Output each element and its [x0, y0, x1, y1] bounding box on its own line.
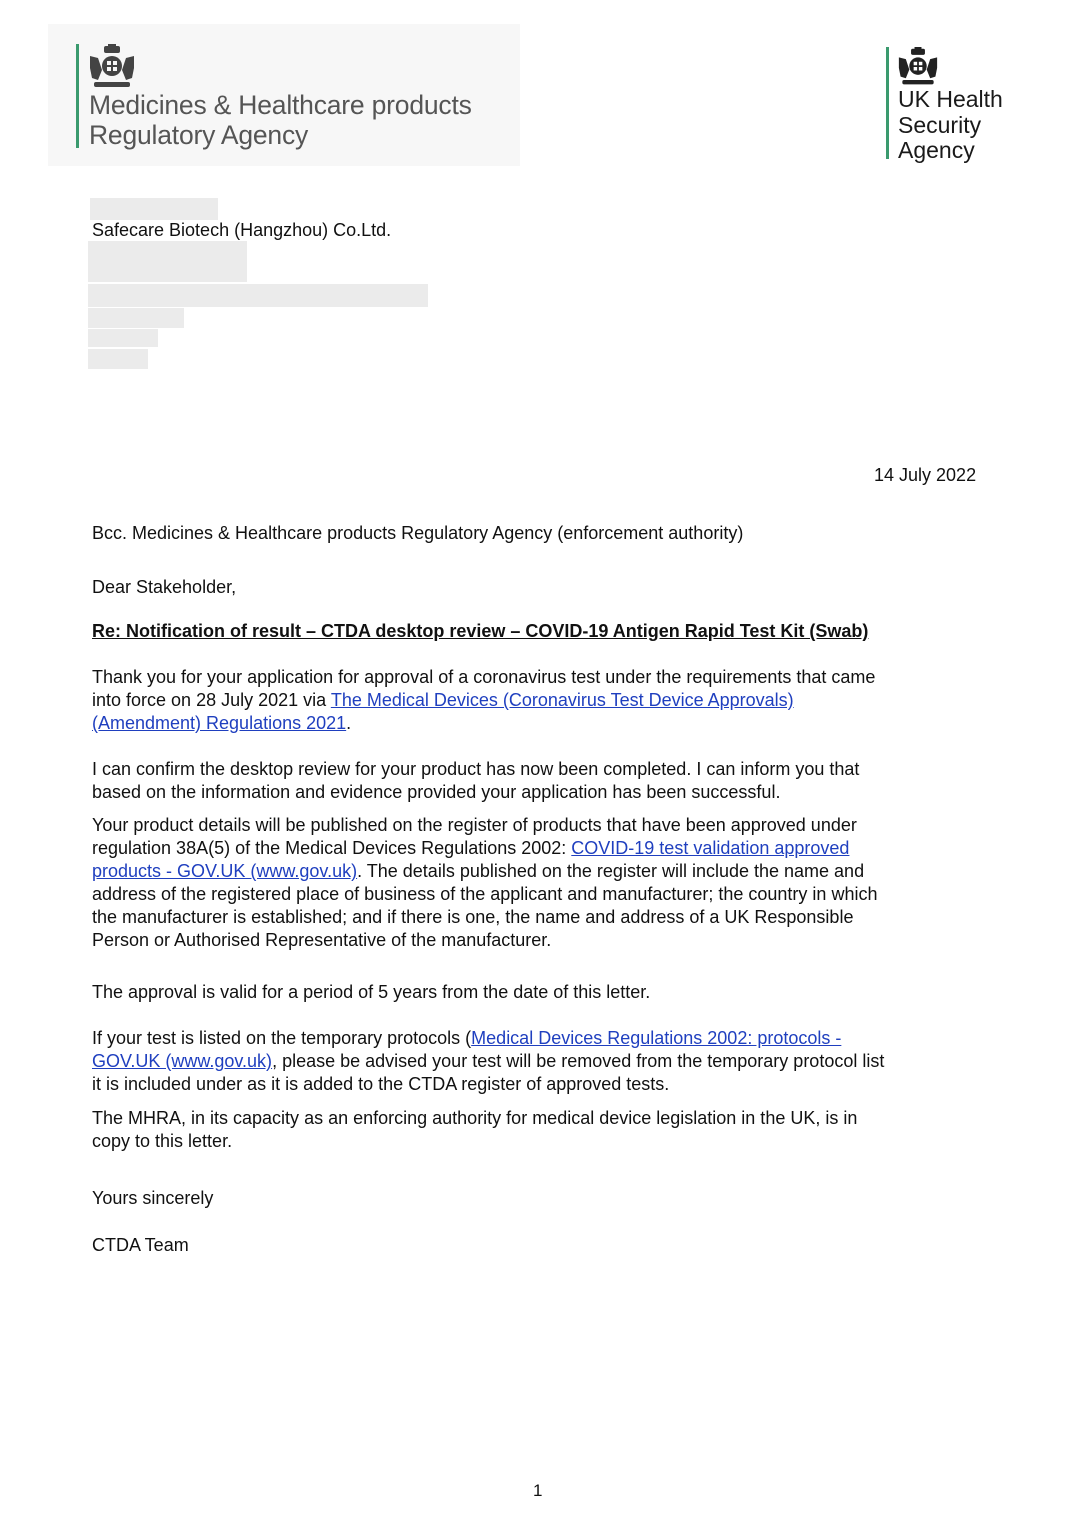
p3-line2	[92, 837, 992, 860]
ukhsa-name-line3: Agency	[898, 137, 975, 163]
p3-line5: the manufacturer is established; and if there is one, the name and address of a UK Responsible	[92, 907, 854, 927]
mhra-logo-bar	[76, 44, 79, 148]
p6-line1: The MHRA, in its capacity as an enforcing authority for medical device legislation in the UK, is in	[92, 1108, 858, 1128]
ukhsa-logo-text	[898, 87, 1003, 164]
p1-line2-text: into force on 28 July 2021 via	[92, 690, 331, 710]
ukhsa-name-line2: Security	[898, 111, 982, 138]
ukhsa-name-line1: UK Health	[898, 86, 1003, 112]
protocols-link[interactable]: Medical Devices Regulations 2002: protocols -	[471, 1028, 842, 1048]
letter-subject: Re: Notification of result – CTDA desktop review – COVID-19 Antigen Rapid Test Kit (Swab)	[92, 621, 869, 641]
mhra-name-line2: Regulatory Agency	[89, 120, 309, 150]
paragraph-register	[92, 814, 992, 952]
p1-line3	[92, 712, 992, 735]
paragraph-validity: The approval is valid for a period of 5 years from the date of this letter.	[92, 982, 651, 1002]
p6-line2: copy to this letter.	[92, 1131, 233, 1151]
p3-line2-text: regulation 38A(5) of the Medical Devices Regulations 2002:	[92, 838, 572, 858]
paragraph-mhra-copy	[92, 1107, 992, 1153]
p1-end: .	[346, 713, 352, 733]
signature: CTDA Team	[92, 1235, 189, 1255]
mhra-logo-text	[89, 90, 472, 150]
salutation: Dear Stakeholder,	[92, 577, 237, 597]
redacted-block	[90, 198, 218, 220]
redacted-block	[88, 284, 428, 307]
p3-line4: address of the registered place of business of the applicant and manufacturer; the country in which	[92, 884, 878, 904]
mhra-name-line1: Medicines & Healthcare products	[89, 90, 472, 120]
redacted-block	[88, 241, 247, 282]
p2-line2: based on the information and evidence provided your application has been successful.	[92, 782, 781, 802]
p2-line1: I can confirm the desktop review for your product has now been completed. I can inform you that	[92, 759, 860, 779]
royal-crest-icon	[892, 47, 944, 87]
paragraph-application	[92, 666, 992, 735]
bcc-line: Bcc. Medicines & Healthcare products Regulatory Agency (enforcement authority)	[92, 523, 744, 543]
p3-line1: Your product details will be published on the register of products that have been approved under	[92, 815, 857, 835]
ukhsa-logo-bar	[886, 47, 889, 159]
paragraph-protocols	[92, 1027, 992, 1096]
redacted-block	[88, 329, 158, 347]
approved-products-link-cont[interactable]: products - GOV.UK (www.gov.uk)	[92, 861, 358, 881]
p5-line1-text: If your test is listed on the temporary protocols (	[92, 1028, 472, 1048]
p5-line3: it is included under as it is added to the CTDA register of approved tests.	[92, 1074, 670, 1094]
redacted-block	[88, 308, 184, 328]
protocols-link-cont[interactable]: GOV.UK (www.gov.uk)	[92, 1051, 273, 1071]
regulations-link[interactable]: The Medical Devices (Coronavirus Test Device Approvals)	[330, 690, 794, 710]
paragraph-confirmation	[92, 758, 992, 804]
page-number: 1	[533, 1481, 543, 1500]
redacted-block	[88, 349, 148, 369]
p3-line6: Person or Authorised Representative of the manufacturer.	[92, 930, 552, 950]
p5-line2-text: , please be advised your test will be removed from the temporary protocol list	[272, 1051, 885, 1071]
recipient-company: Safecare Biotech (Hangzhou) Co.Ltd.	[92, 220, 392, 240]
approved-products-link[interactable]: COVID-19 test validation approved	[571, 838, 850, 858]
p1-line1: Thank you for your application for approval of a coronavirus test under the requirements that came	[92, 667, 876, 687]
royal-crest-icon	[84, 44, 140, 90]
p5-line1	[92, 1027, 992, 1050]
p3-line3-text: . The details published on the register will include the name and	[357, 861, 865, 881]
p3-line3	[92, 860, 992, 883]
letter-date: 14 July 2022	[874, 465, 977, 485]
closing: Yours sincerely	[92, 1188, 214, 1208]
p1-line2	[92, 689, 992, 712]
p5-line2	[92, 1050, 992, 1073]
regulations-link-cont[interactable]: (Amendment) Regulations 2021	[92, 713, 347, 733]
